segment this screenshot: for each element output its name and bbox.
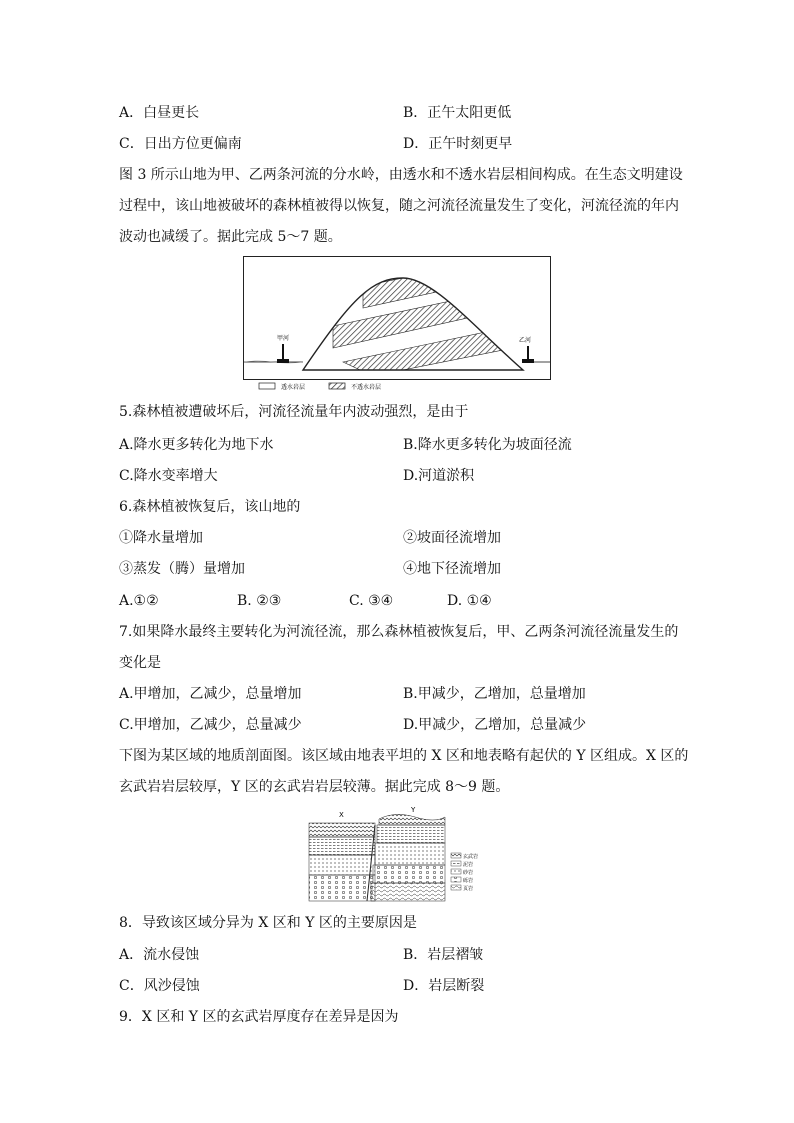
q7-stem-line2: 变化是 — [119, 655, 161, 671]
legend-impermeable-swatch — [329, 383, 345, 389]
legend-permeable-label: 透水岩层 — [281, 384, 306, 391]
q6-statement-1: ①降水量增加 — [119, 530, 203, 546]
legend-conglomerate: 砾岩 — [463, 878, 474, 884]
q5-option-a: A.降水更多转化为地下水 — [119, 437, 274, 453]
q5-stem: 5.森林植被遭破坏后，河流径流量年内波动强烈，是由于 — [119, 404, 469, 420]
legend-mudstone: 泥岩 — [463, 862, 474, 868]
intro-line: 下图为某区域的地质剖面图。该区域由地表平坦的 X 区和地表略有起伏的 Y 区组成。X 区的 — [119, 748, 689, 764]
intro-line: 玄武岩岩层较厚，Y 区的玄武岩岩层较薄。据此完成 8～9 题。 — [119, 779, 510, 795]
q6-statement-2: ②坡面径流增加 — [403, 530, 501, 546]
river-jia-label: 甲河 — [276, 335, 290, 342]
q6-option-d: D. ①④ — [447, 593, 492, 609]
mountain-cross-section-figure — [243, 256, 551, 398]
q4-option-b: B．正午太阳更低 — [403, 105, 512, 121]
region-y-label: Y — [411, 806, 416, 814]
legend-sandstone: 砂岩 — [463, 870, 474, 876]
q6-option-a: A.①② — [119, 593, 159, 609]
q4-option-a: A．白昼更长 — [119, 105, 200, 121]
intro-line: 波动也减缓了。据此完成 5～7 题。 — [119, 229, 342, 245]
region-x-label: X — [339, 811, 344, 819]
q7-option-b: B.甲减少，乙增加，总量增加 — [403, 686, 586, 702]
q8-option-b: B．岩层褶皱 — [403, 947, 484, 963]
q6-option-c: C. ③④ — [349, 593, 394, 609]
q5-option-c: C.降水变率增大 — [119, 468, 218, 484]
q6-stem: 6.森林植被恢复后，该山地的 — [119, 499, 301, 515]
legend-permeable-swatch — [259, 383, 275, 389]
q5-option-b: B.降水更多转化为坡面径流 — [403, 437, 572, 453]
q7-option-d: D.甲减少，乙增加，总量减少 — [403, 717, 587, 733]
q6-option-b: B. ②③ — [237, 593, 282, 609]
q5-option-d: D.河道淤积 — [403, 468, 475, 484]
block-y — [371, 814, 445, 901]
q4-option-c: C．日出方位更偏南 — [119, 136, 242, 152]
intro-paragraph-5-7 — [119, 160, 683, 253]
q8-option-c: C．风沙侵蚀 — [119, 978, 200, 994]
geological-profile-figure — [305, 805, 491, 905]
legend-impermeable-label: 不透水岩层 — [351, 384, 382, 391]
block-x — [309, 823, 375, 901]
intro-line: 图 3 所示山地为甲、乙两条河流的分水岭，由透水和不透水岩层相间构成。在生态文明建设 — [119, 167, 683, 183]
legend-shale: 页岩 — [463, 886, 474, 892]
geology-legend — [451, 853, 478, 892]
q4-option-d: D．正午时刻更早 — [403, 136, 513, 152]
q8-option-d: D．岩层断裂 — [403, 978, 485, 994]
q8-stem: 8．导致该区域分异为 X 区和 Y 区的主要原因是 — [119, 915, 417, 931]
intro-line: 过程中，该山地被破坏的森林植被得以恢复，随之河流径流量发生了变化，河流径流的年内 — [119, 198, 679, 214]
intro-paragraph-8-9 — [119, 741, 689, 803]
q9-stem: 9．X 区和 Y 区的玄武岩厚度存在差异是因为 — [119, 1009, 399, 1025]
q7-option-a: A.甲增加，乙减少，总量增加 — [119, 686, 302, 702]
river-yi-label: 乙河 — [518, 337, 532, 344]
q6-statement-3: ③蒸发（腾）量增加 — [119, 561, 245, 577]
q8-option-a: A．流水侵蚀 — [119, 947, 200, 963]
legend-basalt: 玄武岩 — [463, 854, 479, 860]
q7-stem-line1: 7.如果降水最终主要转化为河流径流，那么森林植被恢复后，甲、乙两条河流径流量发生的 — [119, 624, 679, 640]
q7-option-c: C.甲增加，乙减少，总量减少 — [119, 717, 302, 733]
q6-statement-4: ④地下径流增加 — [403, 561, 501, 577]
